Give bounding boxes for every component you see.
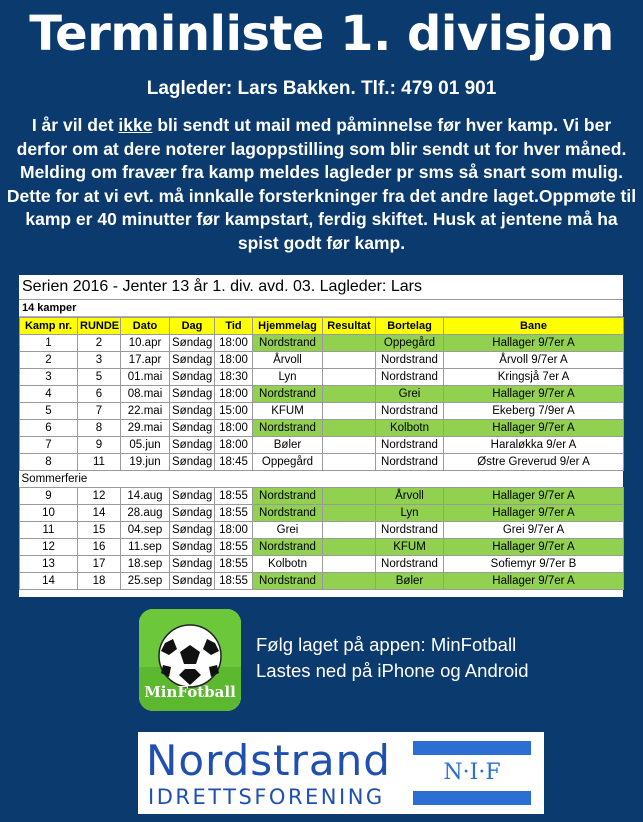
column-header: Bane [444, 318, 624, 335]
table-row [20, 556, 624, 573]
cell-dag: Søndag [170, 403, 215, 420]
cell-dag: Søndag [170, 454, 215, 471]
app-promo [256, 632, 529, 684]
cell-runde: 7 [78, 403, 121, 420]
cell-resultat [323, 573, 376, 590]
cell-hjemme: Lyn [253, 369, 323, 386]
intro-emphasis: ikke [118, 115, 153, 135]
table-row [20, 522, 624, 539]
column-header: RUNDE [78, 318, 121, 335]
cell-bane: Hallager 9/7er A [444, 386, 624, 403]
cell-tid: 18:00 [215, 335, 253, 352]
match-count: 14 kamper [19, 300, 623, 317]
cell-dato: 08.mai [121, 386, 170, 403]
cell-borte: Nordstrand [376, 454, 444, 471]
table-row [20, 573, 624, 590]
cell-nr: 11 [20, 522, 78, 539]
cell-dato: 01.mai [121, 369, 170, 386]
cell-dag: Søndag [170, 420, 215, 437]
cell-dato: 18.sep [121, 556, 170, 573]
cell-nr: 8 [20, 454, 78, 471]
table-row [20, 454, 624, 471]
club-subtitle: IDRETTSFORENING [148, 785, 385, 809]
table-row [20, 352, 624, 369]
section-label: Sommerferie [20, 471, 624, 488]
cell-borte: Nordstrand [376, 437, 444, 454]
table-row [20, 488, 624, 505]
cell-tid: 18:55 [215, 488, 253, 505]
cell-nr: 2 [20, 352, 78, 369]
cell-bane: Hallager 9/7er A [444, 573, 624, 590]
cell-bane: Sofiemyr 9/7er B [444, 556, 624, 573]
cell-borte: Årvoll [376, 488, 444, 505]
app-promo-line: Lastes ned på iPhone og Android [256, 660, 529, 681]
cell-dag: Søndag [170, 556, 215, 573]
cell-hjemme: Nordstrand [253, 505, 323, 522]
table-row [20, 369, 624, 386]
nif-badge [413, 741, 531, 805]
cell-bane: Grei 9/7er A [444, 522, 624, 539]
club-logo [138, 732, 544, 814]
cell-runde: 5 [78, 369, 121, 386]
cell-tid: 18:00 [215, 437, 253, 454]
cell-hjemme: Årvoll [253, 352, 323, 369]
cell-borte: Oppegård [376, 335, 444, 352]
cell-dag: Søndag [170, 437, 215, 454]
cell-dato: 04.sep [121, 522, 170, 539]
cell-borte: Nordstrand [376, 352, 444, 369]
cell-dag: Søndag [170, 505, 215, 522]
cell-resultat [323, 386, 376, 403]
team-leader-info: Lagleder: Lars Bakken. Tlf.: 479 01 901 [146, 78, 497, 99]
cell-resultat [323, 352, 376, 369]
table-row [20, 335, 624, 352]
cell-tid: 18:55 [215, 539, 253, 556]
cell-resultat [323, 505, 376, 522]
cell-runde: 12 [78, 488, 121, 505]
cell-bane: Hallager 9/7er A [444, 539, 624, 556]
cell-runde: 8 [78, 420, 121, 437]
table-row [20, 505, 624, 522]
cell-dato: 17.apr [121, 352, 170, 369]
cell-nr: 3 [20, 369, 78, 386]
cell-nr: 14 [20, 573, 78, 590]
cell-dag: Søndag [170, 335, 215, 352]
column-header: Dag [170, 318, 215, 335]
cell-bane: Kringsjå 7er A [444, 369, 624, 386]
cell-nr: 9 [20, 488, 78, 505]
app-icon-label: MinFotball [144, 683, 236, 701]
cell-tid: 18:00 [215, 386, 253, 403]
table-row [20, 437, 624, 454]
cell-dato: 22.mai [121, 403, 170, 420]
cell-hjemme: Kolbotn [253, 556, 323, 573]
cell-runde: 11 [78, 454, 121, 471]
app-promo-line: Følg laget på appen: MinFotball [256, 634, 517, 655]
cell-resultat [323, 556, 376, 573]
cell-bane: Hallager 9/7er A [444, 505, 624, 522]
cell-runde: 9 [78, 437, 121, 454]
cell-borte: Lyn [376, 505, 444, 522]
cell-tid: 18:55 [215, 573, 253, 590]
minfotball-app-icon [139, 609, 241, 711]
cell-hjemme: Nordstrand [253, 420, 323, 437]
cell-hjemme: KFUM [253, 403, 323, 420]
cell-dato: 25.sep [121, 573, 170, 590]
table-row [20, 420, 624, 437]
column-header: Resultat [323, 318, 376, 335]
cell-hjemme: Nordstrand [253, 386, 323, 403]
cell-bane: Hallager 9/7er A [444, 420, 624, 437]
table-row [20, 539, 624, 556]
cell-runde: 15 [78, 522, 121, 539]
intro-paragraph [6, 114, 637, 255]
table-row [20, 403, 624, 420]
cell-borte: KFUM [376, 539, 444, 556]
cell-bane: Ekeberg 7/9er A [444, 403, 624, 420]
cell-tid: 18:55 [215, 505, 253, 522]
cell-runde: 16 [78, 539, 121, 556]
section-separator-row [20, 471, 624, 488]
cell-runde: 18 [78, 573, 121, 590]
column-header: Kamp nr. [20, 318, 78, 335]
cell-resultat [323, 488, 376, 505]
column-header: Hjemmelag [253, 318, 323, 335]
cell-borte: Nordstrand [376, 403, 444, 420]
cell-runde: 2 [78, 335, 121, 352]
match-table [19, 317, 624, 590]
nif-badge-text: N·I·F [443, 760, 501, 785]
table-row [20, 386, 624, 403]
cell-tid: 18:45 [215, 454, 253, 471]
cell-tid: 18:30 [215, 369, 253, 386]
cell-borte: Nordstrand [376, 522, 444, 539]
match-schedule-sheet [19, 275, 623, 597]
cell-bane: Østre Greverud 9/er A [444, 454, 624, 471]
cell-resultat [323, 420, 376, 437]
column-header: Dato [121, 318, 170, 335]
table-header-row [20, 318, 624, 335]
cell-dato: 19.jun [121, 454, 170, 471]
cell-dato: 29.mai [121, 420, 170, 437]
cell-bane: Hallager 9/7er A [444, 488, 624, 505]
cell-borte: Nordstrand [376, 369, 444, 386]
cell-dag: Søndag [170, 573, 215, 590]
cell-dato: 10.apr [121, 335, 170, 352]
club-name: Nordstrand [146, 736, 391, 785]
cell-nr: 13 [20, 556, 78, 573]
cell-hjemme: Nordstrand [253, 539, 323, 556]
cell-borte: Kolbotn [376, 420, 444, 437]
cell-nr: 10 [20, 505, 78, 522]
cell-tid: 15:00 [215, 403, 253, 420]
cell-dato: 28.aug [121, 505, 170, 522]
cell-hjemme: Nordstrand [253, 488, 323, 505]
cell-tid: 18:00 [215, 420, 253, 437]
intro-text-start: I år vil det [31, 115, 119, 135]
cell-dag: Søndag [170, 369, 215, 386]
cell-runde: 3 [78, 352, 121, 369]
cell-nr: 4 [20, 386, 78, 403]
cell-nr: 12 [20, 539, 78, 556]
cell-nr: 5 [20, 403, 78, 420]
cell-hjemme: Oppegård [253, 454, 323, 471]
page-title: Terminliste 1. divisjon [29, 6, 614, 62]
cell-resultat [323, 335, 376, 352]
cell-runde: 17 [78, 556, 121, 573]
cell-runde: 14 [78, 505, 121, 522]
cell-resultat [323, 403, 376, 420]
cell-dato: 14.aug [121, 488, 170, 505]
cell-tid: 18:00 [215, 352, 253, 369]
cell-nr: 7 [20, 437, 78, 454]
column-header: Tid [215, 318, 253, 335]
cell-dag: Søndag [170, 522, 215, 539]
cell-bane: Haraløkka 9/er A [444, 437, 624, 454]
cell-resultat [323, 454, 376, 471]
cell-borte: Grei [376, 386, 444, 403]
cell-dag: Søndag [170, 488, 215, 505]
cell-bane: Hallager 9/7er A [444, 335, 624, 352]
sheet-title: Serien 2016 - Jenter 13 år 1. div. avd. 03. Lagleder: Lars [19, 275, 623, 300]
cell-bane: Årvoll 9/7er A [444, 352, 624, 369]
cell-dag: Søndag [170, 539, 215, 556]
cell-resultat [323, 437, 376, 454]
cell-nr: 1 [20, 335, 78, 352]
cell-borte: Nordstrand [376, 556, 444, 573]
column-header: Bortelag [376, 318, 444, 335]
cell-dag: Søndag [170, 386, 215, 403]
cell-hjemme: Grei [253, 522, 323, 539]
cell-tid: 18:55 [215, 556, 253, 573]
cell-borte: Bøler [376, 573, 444, 590]
cell-resultat [323, 369, 376, 386]
cell-tid: 18:00 [215, 522, 253, 539]
cell-dato: 05.jun [121, 437, 170, 454]
cell-runde: 6 [78, 386, 121, 403]
cell-hjemme: Nordstrand [253, 335, 323, 352]
cell-hjemme: Bøler [253, 437, 323, 454]
cell-nr: 6 [20, 420, 78, 437]
cell-resultat [323, 522, 376, 539]
cell-resultat [323, 539, 376, 556]
intro-text-rest: bli sendt ut mail med påminnelse før hver kamp. Vi ber derfor om at dere noterer lagoppstilling som blir sendt ut for hver måned. Melding om fravær fra kamp meldes lagleder pr sms så snart som mulig. Dette for at vi evt. må innkalle forsterkninger fra det andre laget.Oppmøte til kamp er 40 minutter før kampstart, ferdig skiftet. Husk at jentene må ha spist godt før kamp. [6, 115, 637, 253]
cell-dag: Søndag [170, 352, 215, 369]
cell-hjemme: Nordstrand [253, 573, 323, 590]
cell-dato: 11.sep [121, 539, 170, 556]
